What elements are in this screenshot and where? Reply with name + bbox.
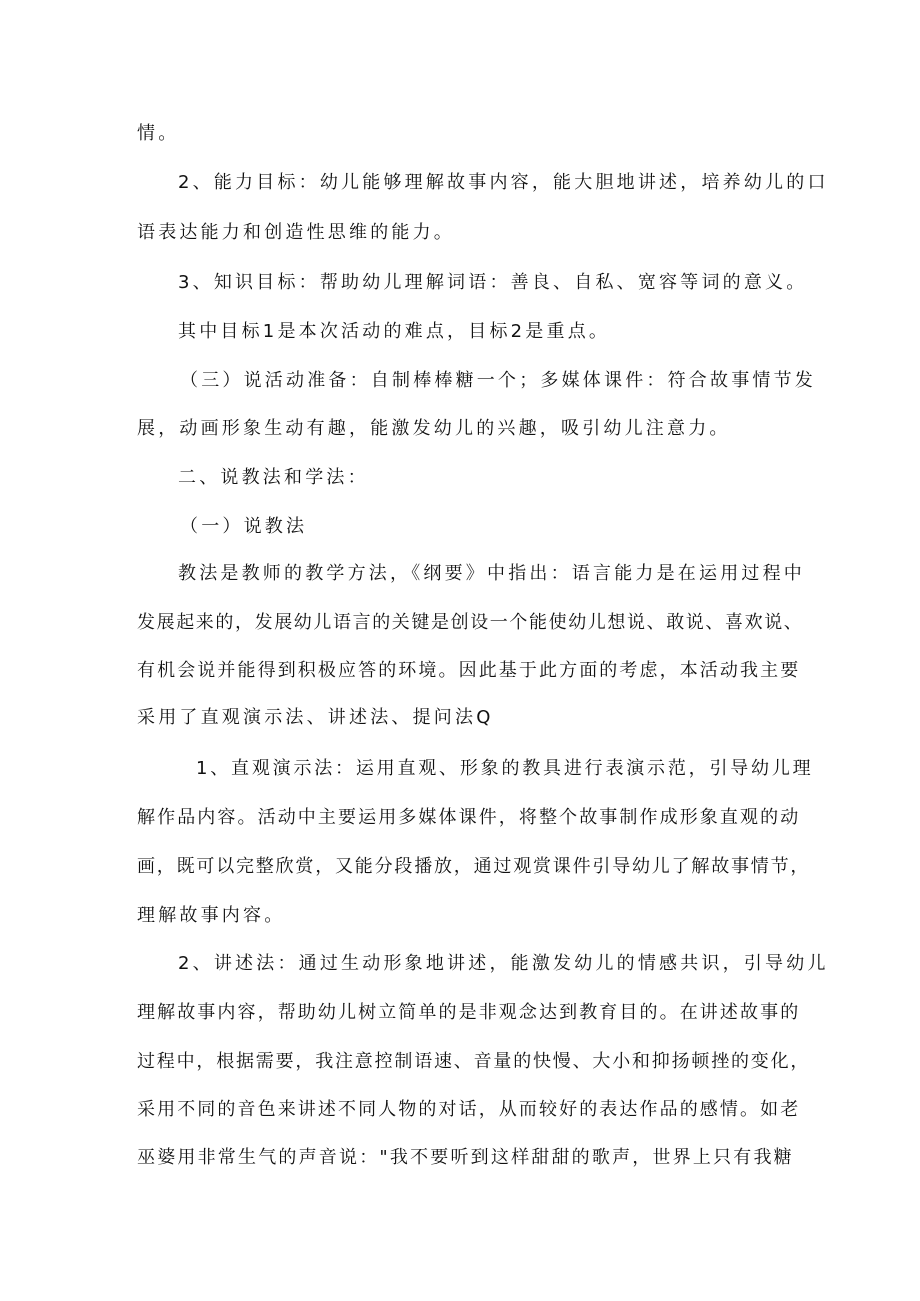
text-line: （三）说活动准备：自制棒棒糖一个；多媒体课件：符合故事情节发 <box>180 370 816 391</box>
text-line: 巫婆用非常生气的声音说："我不要听到这样甜甜的歌声，世界上只有我糖 <box>137 1147 794 1168</box>
text-line: 采用不同的音色来讲述不同人物的对话，从而较好的表达作品的感情。如老 <box>137 1099 801 1120</box>
text-line: 理解故事内容，帮助幼儿树立简单的是非观念达到教育目的。在讲述故事的 <box>137 1002 801 1023</box>
text-line: 2、讲述法：通过生动形象地讲述，能激发幼儿的情感共识，引导幼儿 <box>178 953 829 974</box>
text-line: 过程中，根据需要，我注意控制语速、音量的快慢、大小和抑扬顿挫的变化， <box>137 1051 811 1072</box>
text-line: 语表达能力和创造性思维的能力。 <box>137 222 455 243</box>
section-heading: 二、说教法和学法： <box>178 467 369 488</box>
subsection-heading: （一）说教法 <box>180 516 308 537</box>
text-line: 理解故事内容。 <box>137 905 286 926</box>
text-line: 发展起来的，发展幼儿语言的关键是创设一个能使幼儿想说、敢说、喜欢说、 <box>137 612 804 633</box>
text-line: 展，动画形象生动有趣，能激发幼儿的兴趣，吸引幼儿注意力。 <box>137 418 731 439</box>
text-line: 解作品内容。活动中主要运用多媒体课件，将整个故事制作成形象直观的动 <box>137 807 801 828</box>
text-line: 其中目标1是本次活动的难点，目标2是重点。 <box>178 321 611 342</box>
text-line: 有机会说并能得到积极应答的环境。因此基于此方面的考虑，本活动我主要 <box>137 660 801 681</box>
text-line: 1、直观演示法：运用直观、形象的教具进行表演示范，引导幼儿理 <box>196 758 814 779</box>
text-line: 教法是教师的教学方法，《纲要》中指出：语言能力是在运用过程中 <box>178 563 805 584</box>
text-line: 3、知识目标：帮助幼儿理解词语：善良、自私、宽容等词的意义。 <box>178 272 808 293</box>
text-line: 采用了直观演示法、讲述法、提问法Q <box>137 707 494 728</box>
text-line: 情。 <box>137 123 180 144</box>
text-line: 2、能力目标：幼儿能够理解故事内容，能大胆地讲述，培养幼儿的口 <box>178 172 829 193</box>
text-line: 画，既可以完整欣赏，又能分段播放，通过观赏课件引导幼儿了解故事情节， <box>137 856 811 877</box>
